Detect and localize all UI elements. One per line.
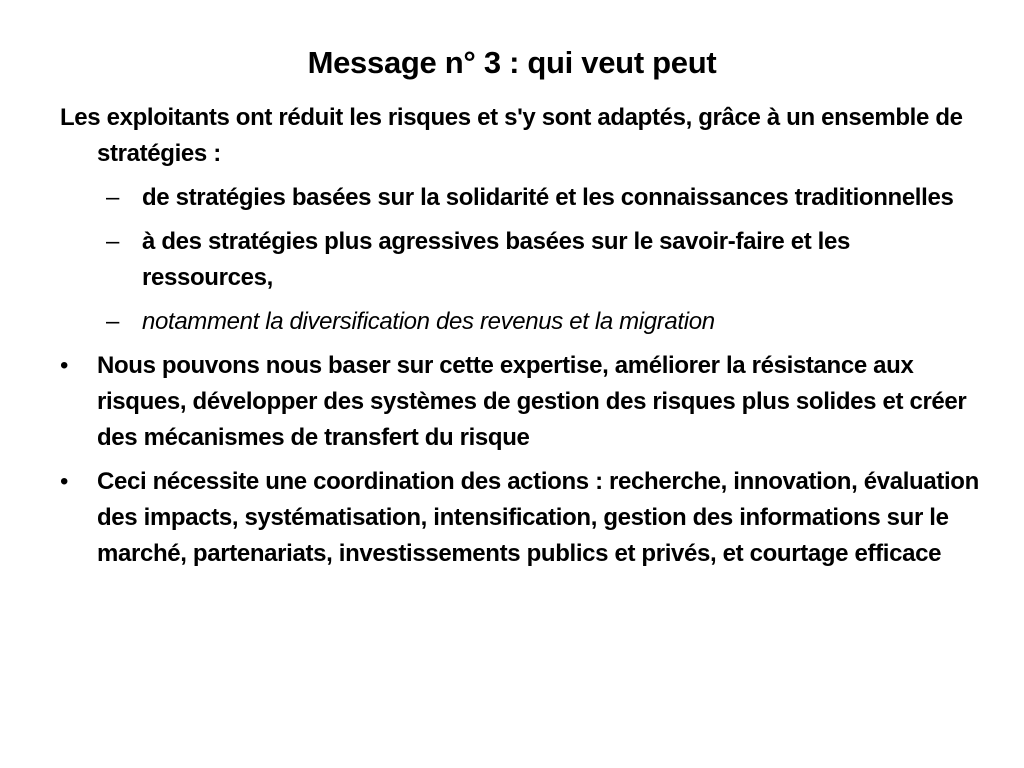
slide-body [0, 100, 1024, 572]
bullet-expertise [0, 348, 1002, 456]
intro-paragraph: Les exploitants ont réduit les risques et s'y sont adaptés, grâce à un ensemble de stratégies : [60, 104, 963, 167]
sub-item-text: de stratégies basées sur la solidarité et les connaissances traditionnelles [142, 184, 954, 211]
slide-title: Message n° 3 : qui veut peut [307, 45, 717, 80]
dash-marker: – [106, 228, 119, 255]
bullet-text: Nous pouvons nous baser sur cette expertise, améliorer la résistance aux risques, développer des systèmes de gestion des risques plus solides et créer des mécanismes de transfert du risque [97, 352, 967, 451]
sub-item-text: à des stratégies plus agressives basées sur le savoir-faire et les ressources, [142, 228, 850, 291]
bullet-text: Ceci nécessite une coordination des actions : recherche, innovation, évaluation des impacts, systématisation, intensification, gestion des informations sur le marché, partenariats, investissements publics et privés, et courtage efficace [97, 468, 979, 567]
sub-item-diversification [0, 304, 972, 340]
bullet-coordination [0, 464, 1002, 572]
sub-item-solidarity [0, 180, 972, 216]
dash-marker: – [106, 308, 119, 335]
sub-item-aggressive [0, 224, 972, 296]
sub-item-text: notamment la diversification des revenus et la migration [142, 308, 715, 335]
bullet-marker: • [60, 468, 69, 495]
bullet-marker: • [60, 352, 69, 379]
dash-marker: – [106, 184, 119, 211]
